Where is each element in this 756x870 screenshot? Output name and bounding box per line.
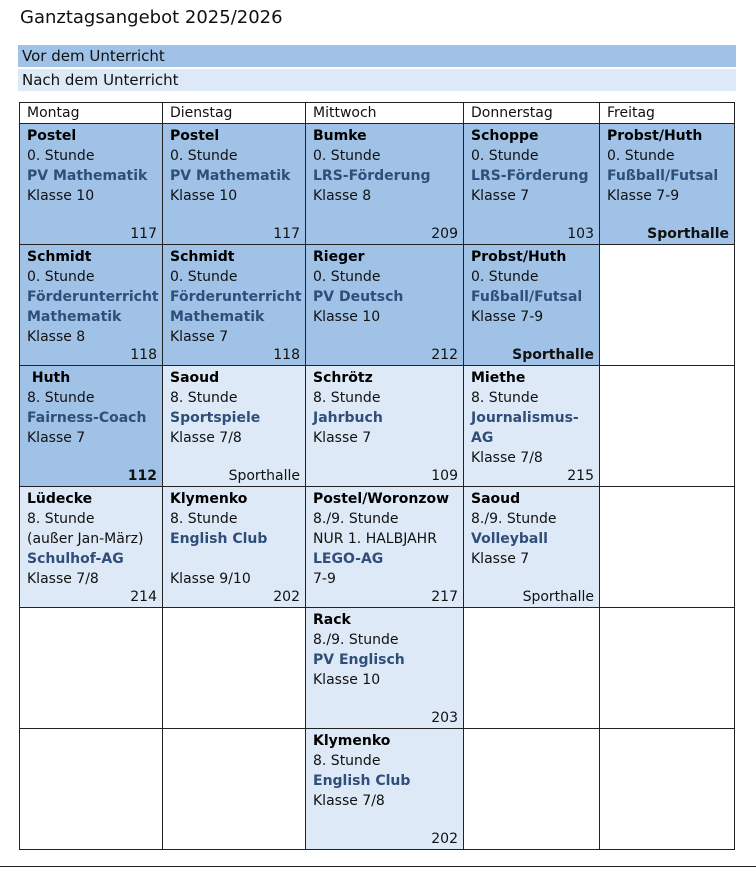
schedule-cell-thursday	[464, 245, 600, 366]
day-header-row	[20, 103, 735, 124]
room-label: 212	[431, 347, 458, 363]
course-entry	[163, 487, 305, 607]
schedule-cell-tuesday	[163, 366, 306, 487]
table-row	[20, 366, 735, 487]
schedule-cell-wednesday	[306, 729, 464, 850]
schedule-cell-monday	[20, 366, 163, 487]
entry-line: (außer Jan-März)	[27, 531, 144, 547]
entry-line: Klasse 10	[313, 672, 381, 688]
course-name: Förderunterricht	[170, 289, 302, 305]
day-header-tuesday: Dienstag	[163, 103, 306, 124]
table-row	[20, 487, 735, 608]
table-row	[20, 245, 735, 366]
course-entry	[600, 124, 734, 244]
schedule-cell-wednesday	[306, 245, 464, 366]
course-entry	[464, 366, 599, 486]
table-row	[20, 729, 735, 850]
entry-line: Klasse 7/8	[27, 571, 99, 587]
schedule-cell-friday	[600, 245, 735, 366]
teacher-name: Huth	[27, 370, 71, 386]
room-label: 202	[273, 589, 300, 605]
course-entry	[306, 487, 463, 607]
course-name: PV Deutsch	[313, 289, 404, 305]
room-label: Sporthalle	[512, 347, 594, 363]
course-entry	[306, 729, 463, 849]
entry-line: Klasse 7	[471, 188, 530, 204]
room-label: 118	[273, 347, 300, 363]
schedule-cell-friday	[600, 608, 735, 729]
schedule-cell-tuesday	[163, 729, 306, 850]
teacher-name: Lüdecke	[27, 491, 93, 507]
page-title: Ganztagsangebot 2025/2026	[20, 7, 283, 28]
course-name: English Club	[170, 531, 268, 547]
schedule-cell-monday	[20, 729, 163, 850]
schedule-cell-tuesday	[163, 124, 306, 245]
room-label: 118	[130, 347, 157, 363]
teacher-name: Schmidt	[170, 249, 235, 265]
entry-line: Klasse 7/8	[313, 793, 385, 809]
course-entry	[464, 124, 599, 244]
entry-line: Klasse 7-9	[471, 309, 544, 325]
schedule-cell-thursday	[464, 487, 600, 608]
entry-line: Klasse 10	[27, 188, 95, 204]
course-entry	[20, 245, 162, 365]
legend-after-class: Nach dem Unterricht	[18, 69, 736, 91]
table-row	[20, 608, 735, 729]
course-name: Volleyball	[471, 531, 548, 547]
course-name: LRS-Förderung	[471, 168, 589, 184]
schedule-cell-wednesday	[306, 608, 464, 729]
entry-line: 0. Stunde	[170, 269, 238, 285]
day-header-wednesday: Mittwoch	[306, 103, 464, 124]
schedule-cell-thursday	[464, 124, 600, 245]
room-label: 203	[431, 710, 458, 726]
room-label: 109	[431, 468, 458, 484]
schedule-cell-wednesday	[306, 124, 464, 245]
entry-line: 0. Stunde	[313, 269, 381, 285]
schedule-cell-tuesday	[163, 608, 306, 729]
entry-line: 0. Stunde	[313, 148, 381, 164]
course-entry	[306, 608, 463, 728]
teacher-name: Rieger	[313, 249, 365, 265]
course-name: Schulhof-AG	[27, 551, 124, 567]
day-header-friday: Freitag	[600, 103, 735, 124]
entry-line: 8. Stunde	[170, 511, 238, 527]
schedule-cell-monday	[20, 608, 163, 729]
entry-line: 7-9	[313, 571, 336, 587]
course-name: PV Mathematik	[27, 168, 148, 184]
course-name: AG	[471, 430, 494, 446]
day-header-monday: Montag	[20, 103, 163, 124]
course-name: Fußball/Futsal	[607, 168, 719, 184]
course-entry	[306, 245, 463, 365]
entry-line: Klasse 7	[170, 329, 229, 345]
teacher-name: Miethe	[471, 370, 526, 386]
entry-line: 0. Stunde	[170, 148, 238, 164]
course-entry	[464, 245, 599, 365]
schedule-cell-friday	[600, 487, 735, 608]
schedule-table	[19, 102, 735, 850]
course-name: PV Mathematik	[170, 168, 291, 184]
schedule-cell-monday	[20, 487, 163, 608]
legend-before-class: Vor dem Unterricht	[18, 45, 736, 67]
teacher-name: Postel	[27, 128, 77, 144]
course-entry	[163, 366, 305, 486]
room-label: 209	[431, 226, 458, 242]
schedule-cell-friday	[600, 366, 735, 487]
room-label: Sporthalle	[228, 468, 300, 484]
course-entry	[20, 124, 162, 244]
course-name: Mathematik	[170, 309, 265, 325]
entry-line: Klasse 7-9	[607, 188, 680, 204]
room-label: 117	[130, 226, 157, 242]
schedule-cell-monday	[20, 245, 163, 366]
entry-line: Klasse 7/8	[170, 430, 242, 446]
course-entry	[306, 124, 463, 244]
course-entry	[306, 366, 463, 486]
teacher-name: Saoud	[471, 491, 521, 507]
entry-line: 0. Stunde	[607, 148, 675, 164]
course-name: Mathematik	[27, 309, 122, 325]
entry-line: 8. Stunde	[471, 390, 539, 406]
course-name: Fairness-Coach	[27, 410, 147, 426]
entry-line: 8. Stunde	[313, 753, 381, 769]
entry-line: 8. Stunde	[170, 390, 238, 406]
entry-line: 8. Stunde	[27, 390, 95, 406]
schedule-cell-thursday	[464, 608, 600, 729]
course-name: LEGO-AG	[313, 551, 384, 567]
entry-line: 0. Stunde	[27, 148, 95, 164]
teacher-name: Rack	[313, 612, 351, 628]
schedule-cell-monday	[20, 124, 163, 245]
course-name: Sportspiele	[170, 410, 261, 426]
schedule-body	[20, 124, 735, 850]
course-name: Journalismus-	[471, 410, 579, 426]
teacher-name: Postel/Woronzow	[313, 491, 450, 507]
teacher-name: Schrötz	[313, 370, 373, 386]
room-label: 202	[431, 831, 458, 847]
room-label: 117	[273, 226, 300, 242]
entry-line: Klasse 7	[27, 430, 86, 446]
schedule-cell-thursday	[464, 366, 600, 487]
schedule-cell-wednesday	[306, 366, 464, 487]
teacher-name: Schoppe	[471, 128, 539, 144]
entry-line: 0. Stunde	[471, 269, 539, 285]
schedule-cell-thursday	[464, 729, 600, 850]
entry-line: Klasse 7/8	[471, 450, 543, 466]
entry-line: Klasse 8	[27, 329, 86, 345]
course-name: LRS-Förderung	[313, 168, 431, 184]
entry-line: 8./9. Stunde	[471, 511, 557, 527]
room-label: 215	[567, 468, 594, 484]
course-name: Förderunterricht	[27, 289, 159, 305]
room-label: 217	[431, 589, 458, 605]
entry-line: Klasse 10	[170, 188, 238, 204]
entry-line: 0. Stunde	[471, 148, 539, 164]
entry-line: 8. Stunde	[313, 390, 381, 406]
room-label: 103	[567, 226, 594, 242]
entry-line: 8./9. Stunde	[313, 511, 399, 527]
entry-line: 8. Stunde	[27, 511, 95, 527]
course-entry	[163, 245, 305, 365]
teacher-name: Klymenko	[170, 491, 248, 507]
course-name: Fußball/Futsal	[471, 289, 583, 305]
schedule-cell-friday	[600, 729, 735, 850]
course-name: Jahrbuch	[313, 410, 383, 426]
room-label: 214	[130, 589, 157, 605]
schedule-cell-friday	[600, 124, 735, 245]
entry-line: 8./9. Stunde	[313, 632, 399, 648]
course-entry	[20, 366, 162, 486]
entry-line: Klasse 9/10	[170, 571, 251, 587]
entry-line: Klasse 7	[471, 551, 530, 567]
bottom-rule	[0, 866, 756, 867]
entry-line: Klasse 10	[313, 309, 381, 325]
entry-line: 0. Stunde	[27, 269, 95, 285]
schedule-cell-tuesday	[163, 245, 306, 366]
teacher-name: Schmidt	[27, 249, 92, 265]
room-label: Sporthalle	[522, 589, 594, 605]
entry-line	[170, 549, 305, 569]
room-label: 112	[127, 468, 157, 484]
course-entry	[163, 124, 305, 244]
course-name: PV Englisch	[313, 652, 405, 668]
teacher-name: Probst/Huth	[471, 249, 567, 265]
teacher-name: Saoud	[170, 370, 220, 386]
day-header-thursday: Donnerstag	[464, 103, 600, 124]
schedule-cell-tuesday	[163, 487, 306, 608]
entry-line: Klasse 7	[313, 430, 372, 446]
teacher-name: Klymenko	[313, 733, 391, 749]
room-label: Sporthalle	[647, 226, 729, 242]
entry-line: Klasse 8	[313, 188, 372, 204]
table-row	[20, 124, 735, 245]
course-entry	[20, 487, 162, 607]
course-name: English Club	[313, 773, 411, 789]
schedule-cell-wednesday	[306, 487, 464, 608]
teacher-name: Bumke	[313, 128, 367, 144]
teacher-name: Postel	[170, 128, 220, 144]
entry-line: NUR 1. HALBJAHR	[313, 531, 437, 547]
teacher-name: Probst/Huth	[607, 128, 703, 144]
course-entry	[464, 487, 599, 607]
